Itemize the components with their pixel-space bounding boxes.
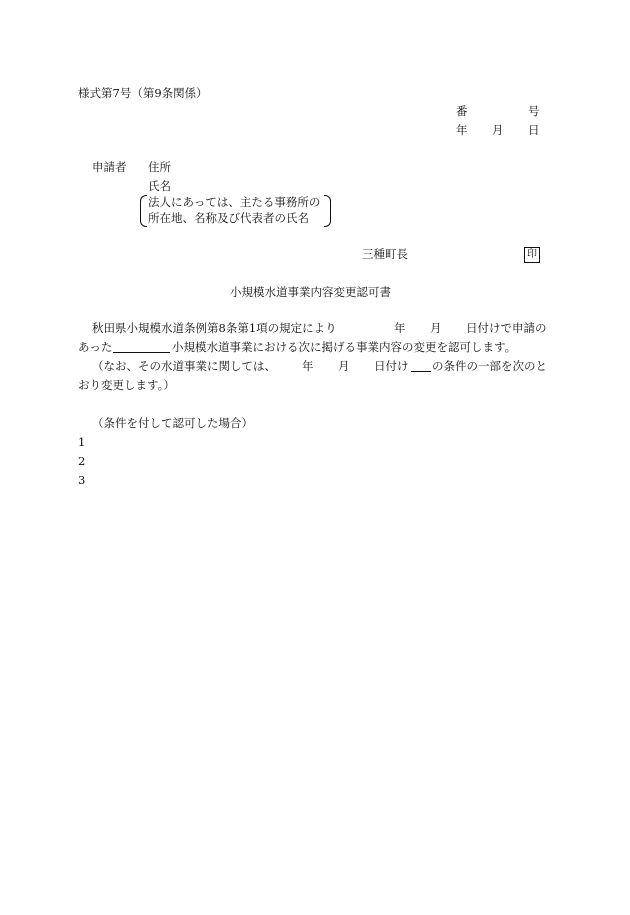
body-line1-a: 秋田県小規模水道条例第8条第1項の規定により bbox=[92, 321, 337, 335]
date-year: 年 bbox=[456, 123, 468, 137]
applicant-address: 住所 bbox=[148, 160, 171, 174]
date-day: 日 bbox=[528, 123, 540, 137]
seal-mark: 印 bbox=[524, 247, 540, 263]
blank-underline-1 bbox=[113, 352, 170, 353]
condition-item-1: 1 bbox=[78, 435, 86, 449]
issuer: 三種町長 bbox=[362, 247, 408, 261]
body-line4: おり変更します。） bbox=[78, 378, 175, 392]
body-line2-b: 小規模水道事業における次に掲げる事業内容の変更を認可します。 bbox=[172, 340, 517, 354]
body-line3-month: 月 bbox=[338, 359, 350, 373]
body-line1-month: 月 bbox=[430, 321, 442, 335]
number-gou: 号 bbox=[528, 104, 540, 118]
corp-note-line1: 法人にあっては、主たる事務所の bbox=[148, 195, 321, 209]
corp-note-line2: 所在地、名称及び代表者の氏名 bbox=[148, 211, 309, 225]
right-bracket bbox=[324, 195, 331, 227]
body-line3-c: の条件の一部を次のと bbox=[432, 359, 547, 373]
form-label: 様式第7号（第9条関係） bbox=[78, 86, 208, 100]
applicant-label: 申請者 bbox=[92, 160, 127, 174]
applicant-name: 氏名 bbox=[148, 179, 171, 193]
body-line1-b: 日付けで申請の bbox=[466, 321, 547, 335]
blank-underline-2 bbox=[411, 371, 431, 372]
body-line3-a: （なお、その水道事業に関しては、 bbox=[92, 359, 276, 373]
body-line1-year: 年 bbox=[394, 321, 406, 335]
page-title: 小規模水道事業内容変更認可書 bbox=[230, 285, 391, 299]
body-line2-a: あった bbox=[78, 340, 113, 354]
date-month: 月 bbox=[492, 123, 504, 137]
number-ban: 番 bbox=[456, 104, 468, 118]
left-bracket bbox=[140, 195, 147, 227]
conditions-heading: （条件を付して認可した場合） bbox=[92, 416, 253, 430]
body-line3-b: 日付け bbox=[374, 359, 409, 373]
condition-item-2: 2 bbox=[78, 454, 86, 468]
body-line3-year: 年 bbox=[302, 359, 314, 373]
condition-item-3: 3 bbox=[78, 473, 86, 487]
